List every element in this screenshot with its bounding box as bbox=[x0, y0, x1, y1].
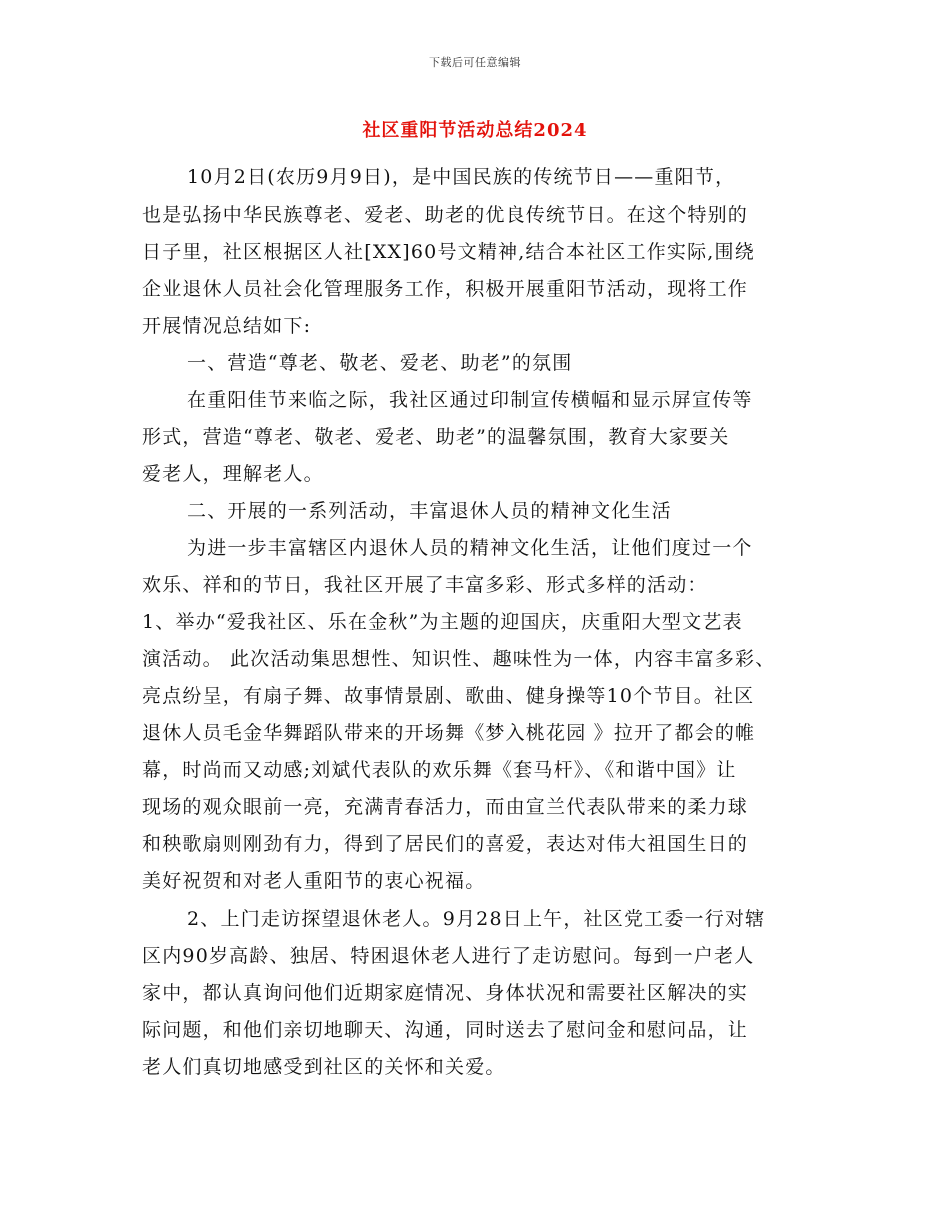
paragraph-line: 现场的观众眼前一亮，充满青春活力，而由宣兰代表队带来的柔力球 bbox=[142, 796, 749, 818]
document-title: 社区重阳节活动总结2024 bbox=[362, 120, 588, 141]
paragraph-line: 演活动。 此次活动集思想性、知识性、趣味性为一体，内容丰富多彩、 bbox=[142, 648, 776, 670]
paragraph-line: 亮点纷呈，有扇子舞、故事情景剧、歌曲、健身操等10个节目。社区 bbox=[142, 685, 755, 707]
paragraph-line: 际问题，和他们亲切地聊天、沟通，同时送去了慰问金和慰问品，让 bbox=[142, 1019, 749, 1041]
paragraph-line: 退休人员毛金华舞蹈队带来的开场舞《梦入桃花园 》拉开了都会的帷 bbox=[142, 722, 756, 744]
paragraph-line: 形式，营造“尊老、敬老、爱老、助老”的温馨氛围，教育大家要关 bbox=[142, 426, 730, 448]
paragraph-line: 为进一步丰富辖区内退休人员的精神文化生活，让他们度过一个 bbox=[187, 537, 753, 559]
paragraph-line: 区内90岁高龄、独居、特困退休老人进行了走访慰问。每到一户老人 bbox=[142, 945, 755, 967]
paragraph-line: 和秧歌扇则刚劲有力，得到了居民们的喜爱，表达对伟大祖国生日的 bbox=[142, 833, 749, 855]
section-heading: 一、营造“尊老、敬老、爱老、助老”的氛围 bbox=[187, 352, 573, 374]
paragraph-line: 家中，都认真询问他们近期家庭情况、身体状况和需要社区解决的实 bbox=[142, 982, 749, 1004]
paragraph-line: 也是弘扬中华民族尊老、爱老、助老的优良传统节日。在这个特别的 bbox=[142, 204, 749, 226]
paragraph-line: 爱老人，理解老人。 bbox=[142, 463, 324, 485]
paragraph-line: 开展情况总结如下: bbox=[142, 315, 312, 337]
paragraph-line: 1、举办“爱我社区、乐在金秋”为主题的迎国庆，庆重阳大型文艺表 bbox=[142, 611, 743, 633]
paragraph-line: 在重阳佳节来临之际，我社区通过印制宣传横幅和显示屏宣传等 bbox=[187, 389, 753, 411]
paragraph-line: 美好祝贺和对老人重阳节的衷心祝福。 bbox=[142, 870, 486, 892]
section-heading: 二、开展的一系列活动，丰富退休人员的精神文化生活 bbox=[187, 500, 672, 522]
paragraph-line: 老人们真切地感受到社区的关怀和关爱。 bbox=[142, 1056, 506, 1078]
page-header-note: 下载后可任意编辑 bbox=[429, 56, 521, 69]
paragraph-line: 10月2日(农历9月9日)，是中国民族的传统节日——重阳节， bbox=[187, 166, 736, 188]
paragraph-line: 幕，时尚而又动感;刘斌代表队的欢乐舞《套马杆》、《和谐中国》让 bbox=[142, 759, 737, 781]
paragraph-line: 2、上门走访探望退休老人。9月28日上午，社区党工委一行对辖 bbox=[187, 908, 766, 930]
paragraph-line: 日子里，社区根据区人社[XX]60号文精神,结合本社区工作实际,围绕 bbox=[142, 241, 755, 263]
paragraph-line: 欢乐、祥和的节日，我社区开展了丰富多彩、形式多样的活动： bbox=[142, 574, 708, 596]
paragraph-line: 企业退休人员社会化管理服务工作，积极开展重阳节活动，现将工作 bbox=[142, 278, 749, 300]
